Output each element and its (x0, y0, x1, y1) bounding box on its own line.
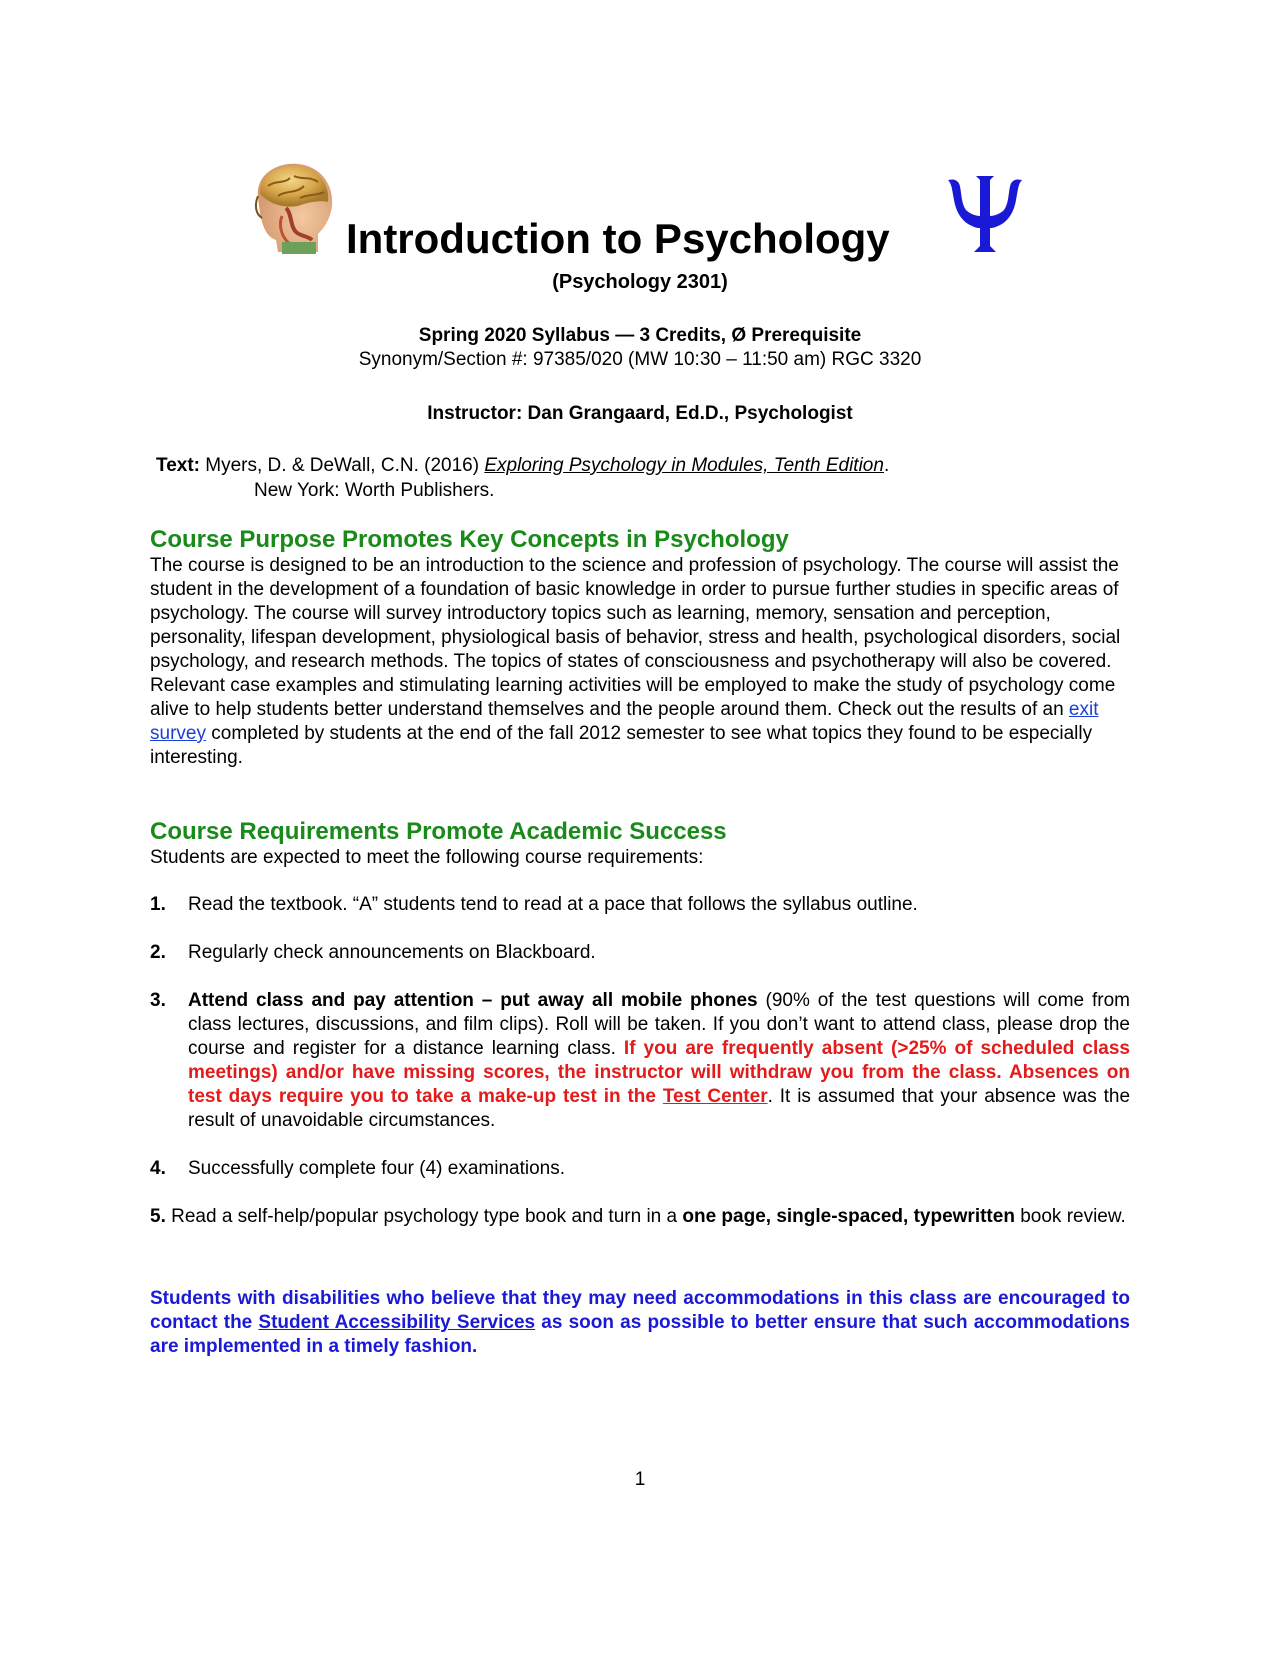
textbook-citation (156, 454, 889, 478)
course-requirements-heading: Course Requirements Promote Academic Success (150, 818, 727, 845)
psi-icon (940, 168, 1030, 258)
course-purpose-heading: Course Purpose Promotes Key Concepts in Psychology (150, 526, 789, 553)
brain-anatomy-icon (238, 156, 342, 260)
text-authors: Myers, D. & DeWall, C.N. (2016) (199, 455, 485, 476)
student-accessibility-services-link[interactable]: Student Accessibility Services (258, 1312, 536, 1333)
requirement-text (188, 989, 1130, 1133)
disab-after: as soon as possible to better ensure that such accommodations are implemented in a timely fashion. (150, 1312, 1130, 1357)
book-review-plain: Read a self-help/popular psychology type book and turn in a (165, 1206, 683, 1227)
book-review-bold: one page, single-spaced, typewritten (682, 1206, 1015, 1227)
requirement-number: 2. (150, 942, 166, 963)
disabilities-notice (150, 1287, 1130, 1359)
instructor-line: Instructor: Dan Grangaard, Ed.D., Psychologist (427, 403, 853, 424)
absence-warning-text: If you are frequently absent (>25% of scheduled class meetings) and/or have missing scores, the instructor will withdraw you from the class. Absences on test days require you to take a make-up test in the (188, 1038, 1130, 1107)
requirement-number: 1. (150, 894, 166, 915)
course-code: (Psychology 2301) (552, 271, 728, 293)
page-title: Introduction to Psychology (346, 215, 890, 262)
requirement-text: Regularly check announcements on Blackboard. (188, 942, 596, 963)
text-label: Text: (156, 455, 200, 476)
attendance-after: . It is assumed that your absence was the result of unavoidable circumstances. (188, 1086, 1131, 1131)
purpose-text-before: The course is designed to be an introduction to the science and profession of psychology. The course will assist the student in the development of a foundation of basic knowledge in order to pursue further studies in specific areas of psychology. The course will survey introductory topics such as learning, memory, sensation and perception, personality, lifespan development, physiological basis of behavior, stress and health, psychological disorders, social psychology, and research methods. The topics of states of consciousness and psychotherapy will also be covered. Relevant case examples and stimulating learning activities will be employed to make the study of psychology come alive to help students better understand themselves and the people around them. Check out the results of an (150, 555, 1121, 720)
requirement-text: Successfully complete four (4) examinations. (188, 1158, 565, 1179)
requirement-item (150, 1157, 1130, 1181)
requirement-number: 3. (150, 990, 166, 1011)
text-period: . (883, 455, 890, 476)
section-line: Synonym/Section #: 97385/020 (MW 10:30 – 11:50 am) RGC 3320 (358, 349, 922, 370)
requirement-item (150, 989, 1130, 1133)
requirement-item (150, 893, 1130, 917)
requirement-item (150, 1205, 1130, 1229)
syllabus-line: Spring 2020 Syllabus — 3 Credits, Ø Prerequisite (418, 325, 862, 346)
test-center-link[interactable]: Test Center (662, 1086, 768, 1107)
disab-before: Students with disabilities who believe that they may need accommodations in this class are encouraged to contact the (150, 1288, 1130, 1333)
textbook-title: Exploring Psychology in Modules, Tenth Edition (484, 455, 884, 476)
purpose-text-after: completed by students at the end of the fall 2012 semester to see what topics they found to be especially interesting. (150, 723, 1093, 768)
attendance-plain: (90% of the test questions will come from class lectures, discussions, and film clips). Roll will be taken. If you don’t want to attend class, please drop the course and register for a distance learning class. (188, 990, 1130, 1059)
requirement-text: Read the textbook. “A” students tend to read at a pace that follows the syllabus outline. (188, 894, 918, 915)
requirement-text (150, 1205, 1130, 1229)
textbook-publisher: New York: Worth Publishers. (254, 480, 495, 501)
book-review-after: book review. (1014, 1206, 1126, 1227)
requirement-number: 5. (150, 1206, 166, 1227)
exit-survey-link[interactable]: exit survey (150, 699, 1099, 744)
requirement-item (150, 941, 1130, 965)
requirements-intro: Students are expected to meet the following course requirements: (150, 847, 704, 868)
requirement-number: 4. (150, 1158, 166, 1179)
attendance-bold: Attend class and pay attention – put away all mobile phones (188, 990, 758, 1011)
page-number: 1 (634, 1469, 646, 1490)
course-purpose-body (150, 554, 1130, 770)
